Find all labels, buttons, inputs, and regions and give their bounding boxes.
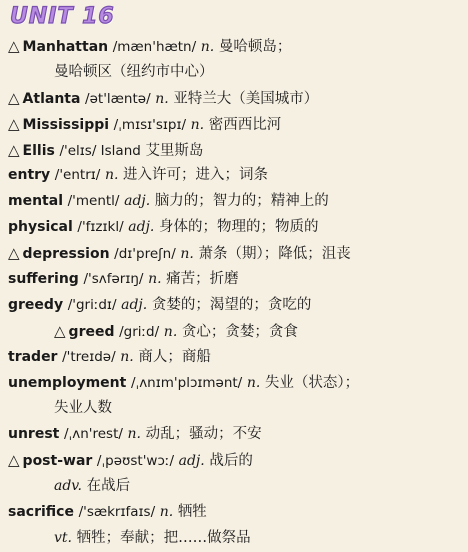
part-of-speech: n.: [104, 167, 119, 184]
definition: 曼哈顿区（纽约市中心）: [54, 63, 214, 80]
definition: 亚特兰大（美国城市）: [173, 90, 319, 107]
vocab-line: [8, 138, 464, 164]
headword: Ellis: [22, 142, 55, 159]
part-of-speech: vt.: [54, 529, 72, 546]
part-of-speech: n.: [180, 246, 194, 263]
vocab-line: [8, 189, 464, 215]
pronunciation: /mæn'hætn/: [112, 39, 197, 55]
definition: 萧条（期）；降低；沮丧: [198, 246, 351, 263]
triangle-mark-icon: △: [8, 37, 20, 55]
headword: depression: [22, 246, 110, 263]
pronunciation: /ˌmɪsɪ'sɪpɪ/: [113, 116, 187, 133]
part-of-speech: adv.: [54, 478, 83, 495]
triangle-mark-icon: △: [8, 114, 20, 133]
pronunciation: /'elɪs/ Island: [59, 142, 141, 159]
part-of-speech: n.: [200, 39, 215, 55]
vocab-line: [8, 215, 464, 241]
part-of-speech: n.: [155, 90, 169, 107]
definition: 商人；商船: [138, 348, 211, 365]
vocab-line: [8, 396, 464, 422]
part-of-speech: adj.: [128, 219, 155, 236]
pronunciation: /ˌʌnɪm'plɔɪmənt/: [130, 374, 243, 391]
headword: trader: [8, 348, 58, 365]
part-of-speech: n.: [159, 504, 174, 521]
definition: 贪婪的；渴望的；贪吃的: [151, 296, 312, 313]
part-of-speech: adj.: [121, 296, 148, 313]
vocab-line: [8, 474, 464, 500]
triangle-mark-icon: △: [8, 244, 20, 263]
vocab-line: [8, 371, 464, 397]
part-of-speech: adj.: [178, 453, 205, 470]
pronunciation: /'treɪdə/: [62, 348, 116, 365]
vocab-line: [8, 112, 464, 138]
vocab-line: [8, 448, 464, 474]
headword: sacrifice: [8, 504, 74, 521]
definition: 艾里斯岛: [145, 142, 204, 159]
part-of-speech: n.: [246, 374, 261, 391]
pronunciation: /'sʌfərɪŋ/: [83, 271, 144, 288]
pronunciation: /'sækrɪfaɪs/: [78, 504, 156, 521]
definition: 动乱；骚动；不安: [145, 426, 262, 443]
triangle-mark-icon: △: [8, 140, 20, 159]
headword: unemployment: [8, 374, 127, 391]
headword: greedy: [8, 296, 64, 313]
headword: Manhattan: [22, 39, 109, 55]
vocab-line: [8, 422, 464, 448]
pronunciation: /'mentl/: [67, 193, 120, 210]
headword: Mississippi: [22, 116, 110, 133]
part-of-speech: n.: [120, 348, 134, 365]
definition: 战后的: [209, 453, 253, 470]
headword: entry: [8, 167, 51, 184]
vocab-line: [8, 267, 464, 293]
vocab-line: [8, 86, 464, 112]
headword: greed: [68, 323, 115, 340]
unit-title: UNIT 16: [10, 4, 115, 29]
definition: 牺牲；奉献；把……做祭品: [76, 529, 251, 546]
vocab-line: [8, 60, 464, 86]
definition: 进入许可；进入；词条: [123, 167, 269, 184]
part-of-speech: n.: [127, 426, 141, 443]
vocab-line: [8, 241, 464, 267]
headword: suffering: [8, 271, 79, 288]
definition: 痛苦；折磨: [166, 271, 239, 288]
definition: 曼哈顿岛；: [218, 39, 292, 55]
vocab-line: [8, 319, 464, 345]
pronunciation: /'entrɪ/: [54, 167, 101, 184]
headword: mental: [8, 193, 63, 210]
vocab-line: [8, 34, 464, 60]
definition: 在战后: [86, 478, 131, 495]
vocab-line: [8, 526, 464, 552]
vocab-line: [8, 500, 464, 526]
triangle-mark-icon: △: [8, 451, 20, 470]
headword: physical: [8, 219, 73, 236]
headword: unrest: [8, 426, 60, 443]
definition: 脑力的；智力的；精神上的: [154, 193, 329, 210]
definition: 身体的；物理的；物质的: [158, 219, 319, 236]
vocab-line: [8, 293, 464, 319]
pronunciation: /dɪ'preʃn/: [114, 246, 176, 263]
headword: Atlanta: [22, 90, 81, 107]
vocabulary-list: [8, 34, 464, 552]
definition: 失业（状态）；: [264, 374, 360, 391]
triangle-mark-icon: △: [8, 88, 20, 107]
pronunciation: /ˌʌn'rest/: [63, 426, 123, 443]
vocab-line: [8, 163, 464, 189]
definition: 贪心；贪婪；贪食: [181, 323, 298, 340]
pronunciation: /griːd/: [119, 323, 160, 340]
definition: 失业人数: [54, 400, 112, 417]
triangle-mark-icon: △: [54, 321, 66, 340]
definition: 牺牲: [177, 504, 207, 521]
pronunciation: /'fɪzɪkl/: [77, 219, 124, 236]
pronunciation: /ˌpəʊst'wɔː/: [96, 453, 174, 470]
pronunciation: /ət'læntə/: [85, 90, 151, 107]
vocab-line: [8, 345, 464, 371]
part-of-speech: n.: [148, 271, 162, 288]
headword: post-war: [22, 453, 93, 470]
part-of-speech: n.: [163, 323, 178, 340]
part-of-speech: adj.: [124, 193, 151, 210]
definition: 密西西比河: [208, 116, 282, 133]
pronunciation: /'griːdɪ/: [67, 296, 117, 313]
part-of-speech: n.: [190, 116, 205, 133]
